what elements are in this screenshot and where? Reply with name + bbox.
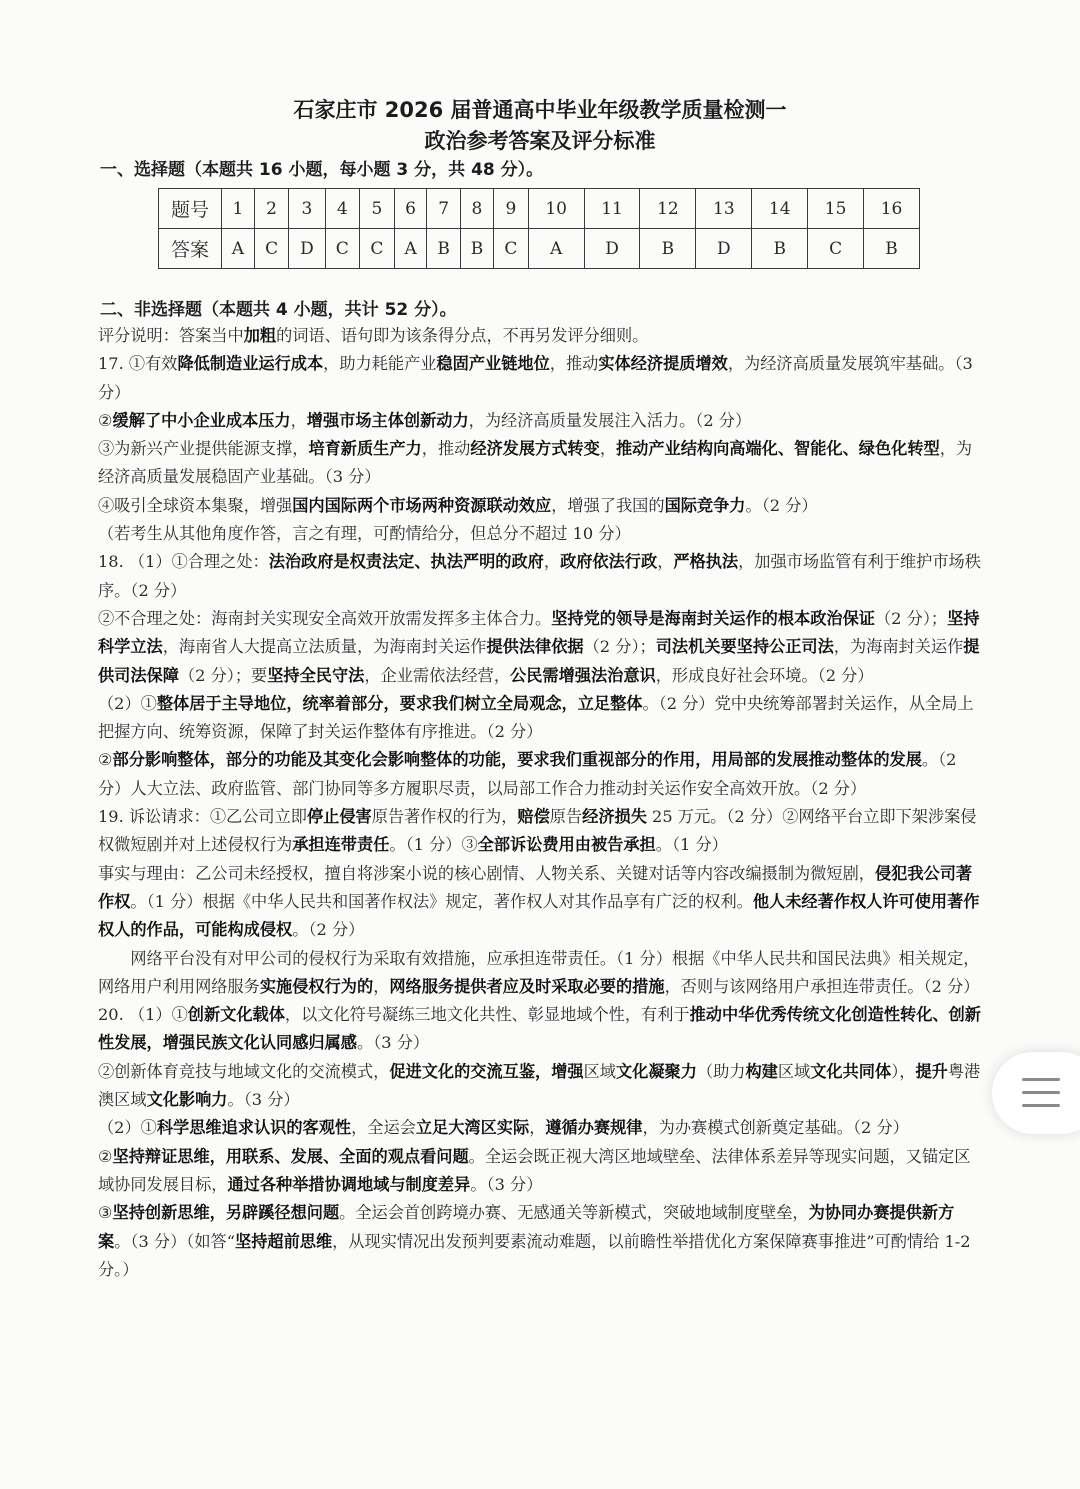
answer-cell: A [394,229,427,269]
document-subtitle: 政治参考答案及评分标准 [424,129,656,153]
scoring-point: 创新文化载体 [187,1005,285,1025]
answer-cell: B [752,229,808,269]
question-number-cell: 11 [584,189,640,229]
answer-cell: D [696,229,752,269]
answer-paragraph [98,803,982,860]
scoring-point: 法治政府是权责法定、执法严明的政府 [268,552,544,572]
text-segment: 。（1 分） [655,835,728,855]
answer-cell: D [289,229,325,269]
scoring-point: 整体居于主导地位，统率着部分，要求我们树立全局观念，立足整体 [156,693,643,713]
answer-paragraph [98,746,982,803]
scoring-point: 国内国际两个市场两种资源联动效应 [292,495,552,515]
answer-cell: C [325,229,360,269]
answer-paragraph [98,548,982,605]
answer-paragraph [98,492,982,520]
answer-paragraph [98,945,982,1002]
text-segment: ， [543,552,561,572]
text-segment: ，推动 [421,439,471,459]
scoring-point: 增强市场主体创新动力 [306,410,469,430]
scoring-point: 经济损失 [582,807,647,827]
answer-table-number-row [159,189,920,229]
answer-cell: C [494,229,529,269]
answer-paragraph [98,322,982,350]
text-segment: ，加强市场监管有利于维护市场秩序。（2 分） [98,552,981,600]
text-segment: （2）① [98,1118,157,1138]
scoring-point: 稳固产业链地位 [436,354,550,374]
scoring-point: 侵犯我公司著作权 [98,863,973,911]
text-segment: 原告 [549,807,583,827]
text-segment: ②创新体育竞技与地域文化的交流模式， [98,1061,390,1081]
text-segment: 区域 [583,1061,616,1081]
scoring-point: 坚持党的领导是海南封关运作的根本政治保证 [551,608,875,628]
text-segment: （若考生从其他角度作答，言之有理，可酌情给分，但总分不超过 10 分） [98,524,631,544]
answer-body [98,322,982,1284]
answer-paragraph [98,1143,982,1200]
scoring-point: 部分影响整体，部分的功能及其变化会影响整体的功能，要求我们重视部分的作用，用局部的发展推动整体的发展 [112,750,922,770]
answer-cell: C [254,229,289,269]
text-segment: 。（3 分）（如答“ [114,1231,236,1251]
answer-paragraph [98,860,982,945]
scoring-point: 科学思维追求认识的客观性 [156,1118,352,1138]
scoring-point: 严格执法 [673,552,739,572]
answer-paragraph [98,1001,982,1058]
scoring-point: 文化凝聚力 [616,1061,697,1081]
answer-cell: D [584,229,640,269]
text-segment: ，以文化符号凝练三地文化共性、彰显地域个性，有利于 [284,1005,690,1025]
scoring-point: 坚持辩证思维，用联系、发展、全面的观点看问题 [112,1146,469,1166]
scoring-point: 公民需增强法治意识 [510,665,656,685]
floating-menu-button[interactable] [992,1052,1080,1134]
text-segment: 粤港澳区域 [98,1061,981,1110]
scoring-point: 赔偿 [517,807,550,827]
text-segment: （2 分）； [583,637,656,657]
question-number-cell: 1 [222,189,255,229]
scoring-point: 承担连带责任 [292,835,390,855]
answer-cell: B [640,229,696,269]
answer-cell: B [427,229,460,269]
scoring-point: 实施侵权行为的 [259,976,374,996]
scoring-point: 遵循办赛规律 [545,1118,643,1138]
answer-cell: C [808,229,864,269]
text-segment: 。全运会既正视大湾区地域壁垒、法律体系差异等现实问题，又锚定区域协同发展目标， [98,1146,971,1194]
text-segment: ② [98,410,113,430]
answer-paragraph [98,520,982,548]
text-segment: ，从现实情况出发预判要素流动难题，以前瞻性举措优化方案保障赛事推进”可酌情给 1-2 分。） [98,1231,971,1279]
scoring-point: 经济发展方式转变 [470,439,600,459]
text-segment: ，增强了我国的 [551,495,665,515]
text-segment: 评分说明：答案当中 [98,326,244,345]
text-segment: ，为海南封关运作 [833,637,964,657]
scoring-point: 为协同办赛提供新方案 [98,1203,955,1251]
text-segment: 。（1 分）③ [389,835,478,855]
text-segment: 。（3 分） [470,1174,543,1194]
text-segment: 。（2 分） [292,920,365,940]
question-number-cell: 2 [254,189,289,229]
text-segment: 。（2 分） [745,495,818,515]
text-segment: ，为办赛模式创新奠定基础。（2 分） [642,1118,909,1138]
text-segment: 19. 诉讼请求：①乙公司立即 [98,807,307,827]
text-segment: 20. （1）① [98,1005,188,1025]
scoring-point: 推动产业结构向高端化、智能化、绿色化转型 [616,439,940,459]
text-segment: 。（3 分） [357,1033,430,1053]
question-number-cell: 9 [494,189,529,229]
scoring-point: 通过各种举措协调地域与制度差异 [227,1174,471,1194]
question-number-cell: 6 [394,189,427,229]
answer-paragraph [98,690,982,747]
answer-paragraph [98,435,982,492]
question-number-cell: 15 [808,189,864,229]
scoring-point: 提升 [915,1061,948,1081]
scoring-point: 文化影响力 [146,1090,228,1110]
scoring-point: 提供法律依据 [486,637,584,657]
scoring-point: 网络服务提供者应及时采取必要的措施 [389,976,665,996]
scoring-point: 坚持超前思维 [235,1231,333,1251]
answer-paragraph [98,605,982,690]
question-number-cell: 12 [640,189,696,229]
table-header-answer: 答案 [159,229,222,269]
text-segment: ， [373,976,390,996]
text-segment: ）， [891,1061,916,1081]
answer-cell: B [460,229,493,269]
scoring-point: 全部诉讼费用由被告承担 [477,835,656,855]
text-segment: 25 万元。（2 分）②网络平台立即下架涉案侵权微短剧并对上述侵权行为 [98,807,977,855]
question-number-cell: 3 [289,189,325,229]
text-segment: ③为新兴产业提供能源支撑， [98,439,309,459]
question-number-cell: 4 [325,189,360,229]
text-segment: ，推动 [549,354,599,374]
text-segment: 。（2 分）党中央统筹部署封关运作，从全局上把握方向、统筹资源，保障了封关运作整体有序推进。（2 分） [98,693,974,742]
text-segment: ② [98,1146,113,1166]
section-2-heading: 二、非选择题（本题共 4 小题，共计 52 分）。 [100,300,457,320]
text-segment: ，企业需依法经营， [364,665,511,685]
scoring-point: 实体经济提质增效 [598,354,728,374]
scoring-point: 提供司法保障 [98,637,980,685]
text-segment: 18. （1）①合理之处： [98,552,269,572]
text-segment: ，为经济高质量发展稳固产业基础。（3 分） [98,439,973,487]
scoring-point: 坚持全民守法 [267,665,365,685]
question-number-cell: 7 [427,189,460,229]
scoring-point: 培育新质生产力 [308,439,422,459]
scoring-point: 停止侵害 [306,807,372,827]
text-segment: ，为经济高质量发展筑牢基础。（3 分） [98,354,973,402]
text-segment: ③ [98,1203,113,1223]
text-segment: 。全运会首创跨境办赛、无感通关等新模式，突破地域制度壁垒， [339,1203,809,1223]
scoring-point: 文化共同体 [810,1061,892,1081]
scoring-point: 加粗 [243,326,277,345]
text-segment: 。（1 分）根据《中华人民共和国著作权法》规定，著作权人对其作品享有广泛的权利。 [130,891,753,911]
text-segment: 网络平台没有对甲公司的侵权行为采取有效措施，应承担连带责任。（1 分）根据《中华人民共和国民法典》相关规定，网络用户利用网络服务 [98,948,980,996]
text-segment: ②不合理之处：海南封关实现安全高效开放需发挥多主体合力。 [98,608,552,628]
text-segment: 区域 [777,1061,811,1081]
text-segment: ④吸引全球资本集聚，增强 [98,495,293,515]
scoring-point: 他人未经著作权人许可使用著作权人的作品，可能构成侵权 [98,891,980,940]
text-segment: 事实与理由：乙公司未经授权，擅自将涉案小说的核心剧情、人物关系、关键对话等内容改编摄制为微短剧， [98,863,875,883]
text-segment: ，海南省人大提高立法质量，为海南封关运作 [162,637,487,657]
scoring-point: 构建 [745,1061,778,1081]
answer-paragraph [98,1058,982,1115]
text-segment: 。（2 分）人大立法、政府监管、部门协同等多方履职尽责，以局部工作合力推动封关运作安全高效开放。（2 分） [98,750,957,798]
scoring-point: 政府依法行政 [560,552,658,572]
text-segment: ， [657,552,674,572]
scoring-point: 推动中华优秀传统文化创造性转化、创新性发展，增强民族文化认同感归属感 [98,1005,981,1053]
question-number-cell: 16 [864,189,920,229]
text-segment: ，助力耗能产业 [323,354,437,374]
text-segment: （2 分）； [875,608,948,628]
text-segment: 。（3 分） [227,1090,300,1110]
answer-cell: A [528,229,584,269]
text-segment: ，全运会 [351,1118,416,1138]
scoring-point: 缓解了中小企业成本压力 [112,410,291,430]
answer-cell: A [222,229,255,269]
text-segment: 原告著作权的行为， [371,807,518,827]
question-number-cell: 5 [360,189,395,229]
question-number-cell: 13 [696,189,752,229]
scoring-point: 坚持科学立法 [98,608,980,657]
answer-paragraph [98,407,982,435]
document-title: 石家庄市 2026 届普通高中毕业年级教学质量检测一 [293,98,787,122]
section-1-heading: 一、选择题（本题共 16 小题，每小题 3 分，共 48 分）。 [100,160,544,180]
text-segment: ， [529,1118,546,1138]
scoring-point: 国际竞争力 [664,495,746,515]
question-number-cell: 14 [752,189,808,229]
question-number-cell: 10 [528,189,584,229]
text-segment: ， [599,439,616,459]
answer-table [158,188,920,269]
text-segment: （2 分）；要 [178,665,268,685]
answer-cell: B [864,229,920,269]
scoring-point: 降低制造业运行成本 [177,354,324,374]
text-segment: ，否则与该网络用户承担连带责任。（2 分） [664,976,980,996]
table-header-question-number: 题号 [159,189,222,229]
text-segment: 17. ①有效 [98,354,178,374]
text-segment: ，形成良好社会环境。（2 分） [655,665,874,685]
answer-paragraph [98,1114,982,1142]
text-segment: （2）① [98,693,157,713]
scoring-point: 坚持创新思维，另辟蹊径想问题 [112,1203,340,1223]
scoring-point: 司法机关要坚持公正司法 [655,637,834,657]
answer-cell: C [360,229,395,269]
scoring-point: 促进文化的交流互鉴，增强 [389,1061,584,1081]
text-segment: ，为经济高质量发展注入活力。（2 分） [468,410,752,430]
answer-table-answer-row [159,229,920,269]
text-segment: ② [98,750,113,770]
text-segment: （助力 [696,1061,746,1081]
text-segment: 的词语、语句即为该条得分点，不再另发评分细则。 [276,326,649,345]
text-segment: ， [290,410,307,430]
answer-paragraph [98,350,982,407]
question-number-cell: 8 [460,189,493,229]
answer-paragraph [98,1199,982,1284]
scoring-point: 立足大湾区实际 [415,1118,530,1138]
